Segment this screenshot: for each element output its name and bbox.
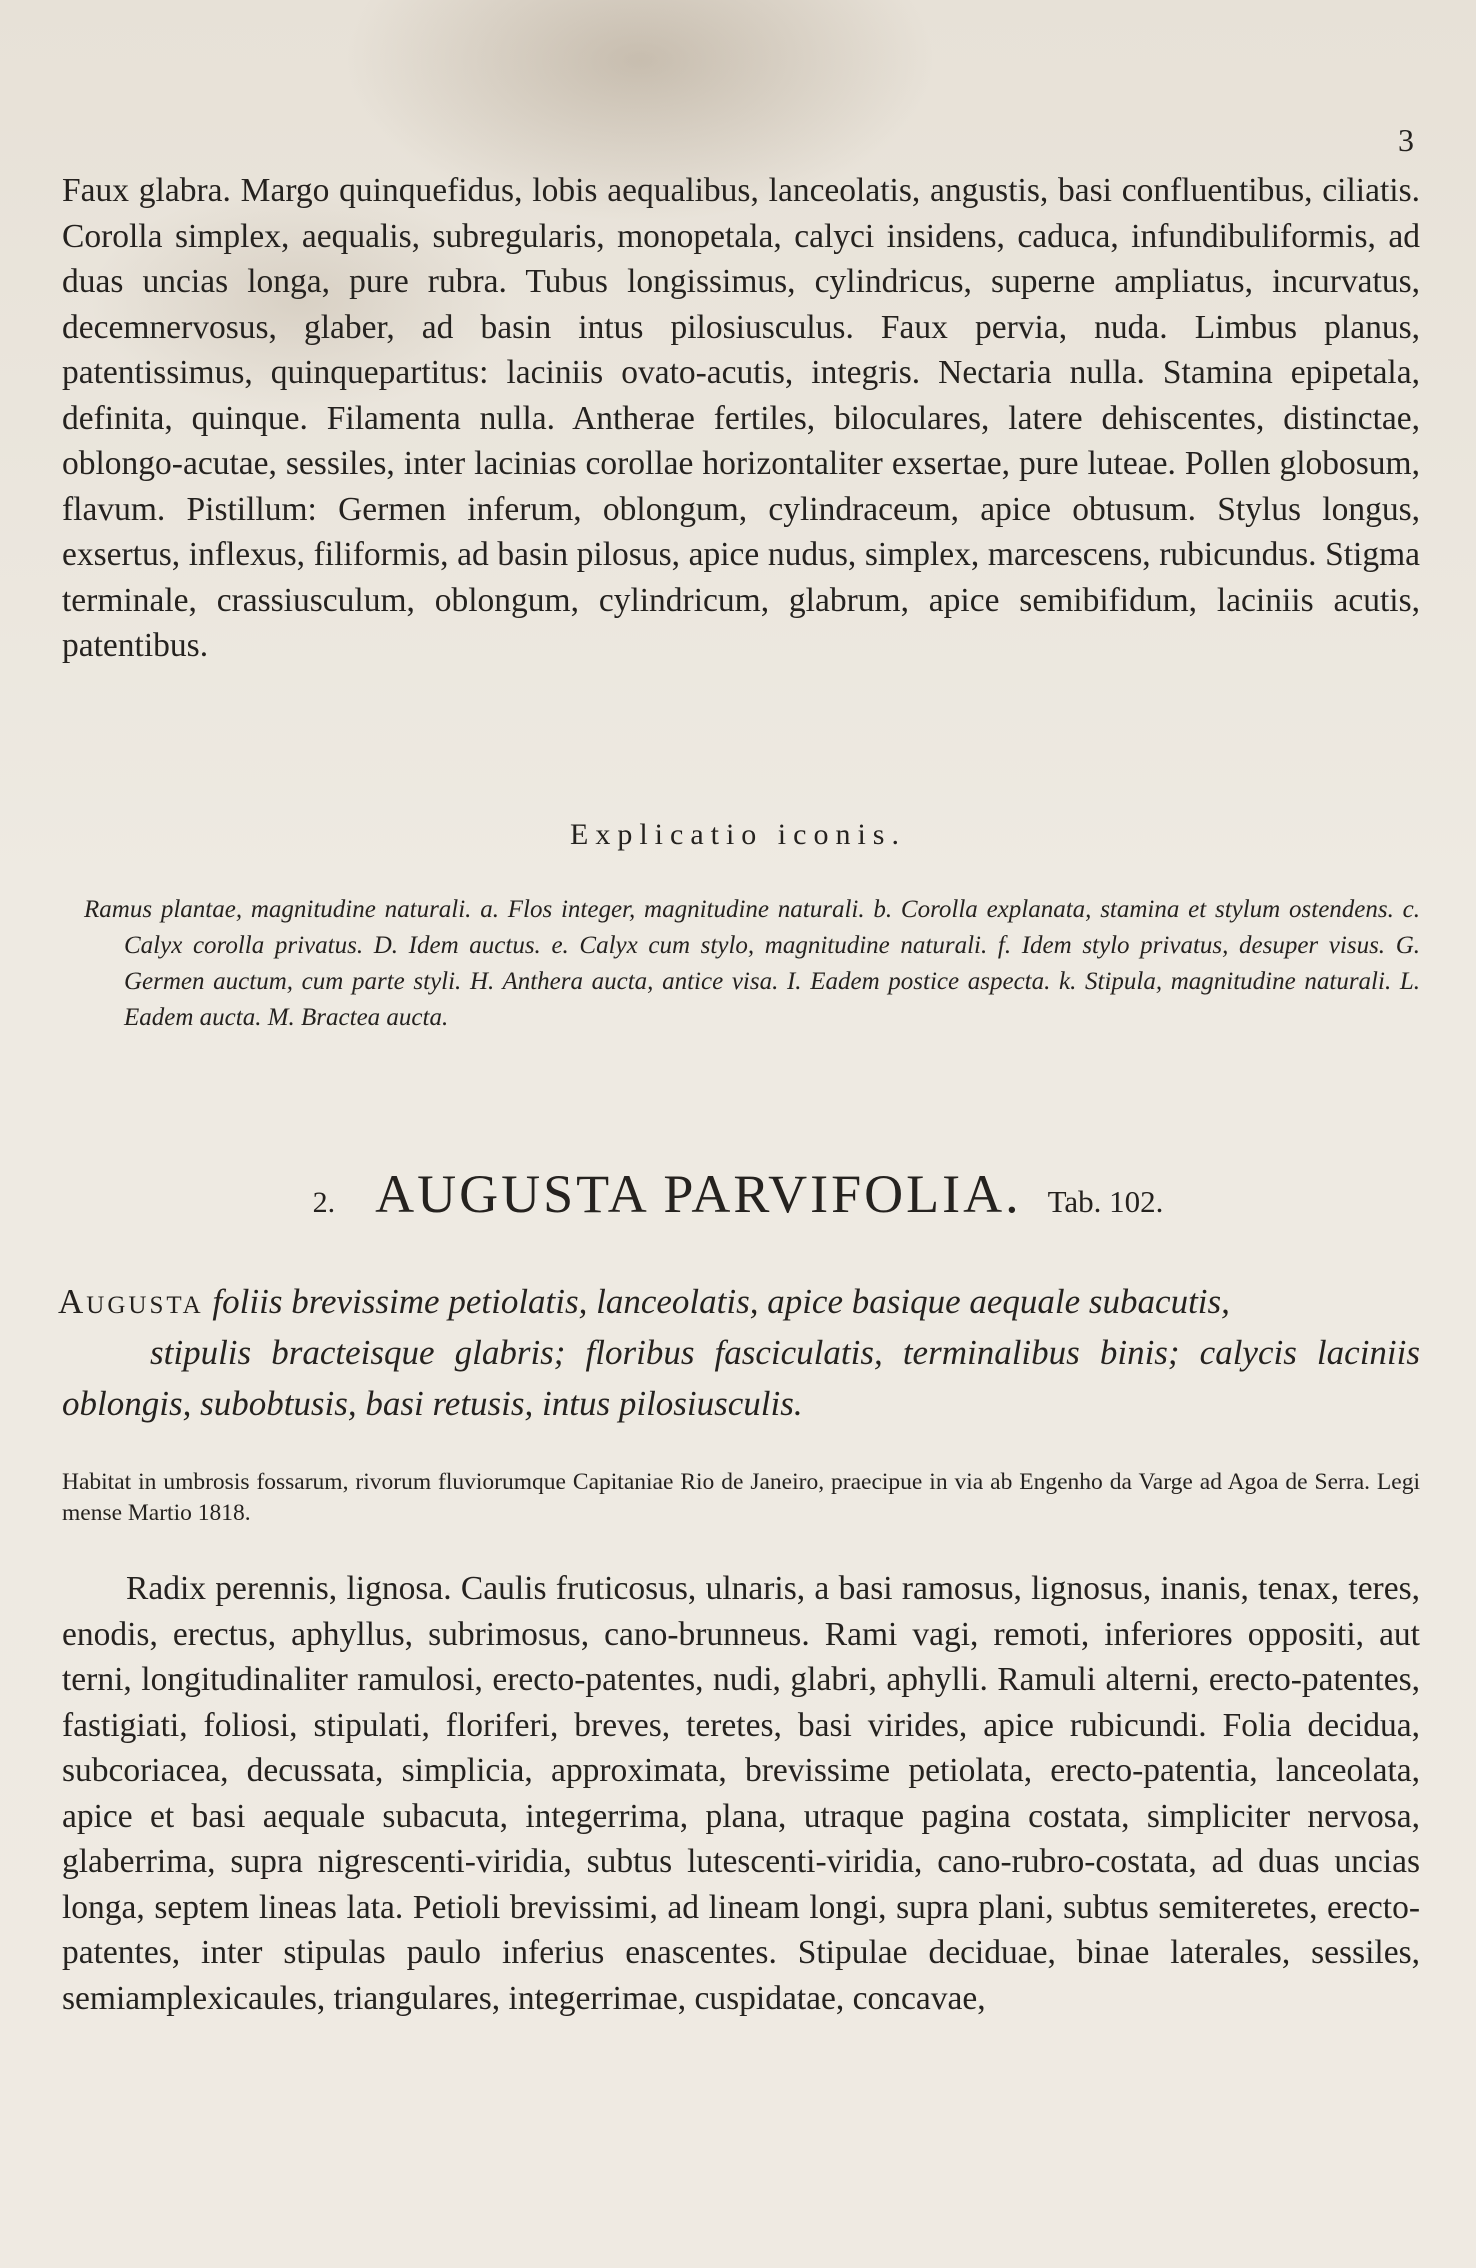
description-paragraph-2: Radix perennis, lignosa. Caulis fruticosus, ulnaris, a basi ramosus, lignosus, inanis, tenax, teres, enodis, erectus, aphyllus, subrimosus, cano-brunneus. Rami vagi, remoti, inferiores oppositi, aut terni, longitudinaliter ramulosi, erecto-patentes, nudi, glabri, aphylli. Ramuli alterni, erecto-patentes, fastigiati, foliosi, stipulati, floriferi, breves, teretes, basi virides, apice rubicundi. Folia decidua, subcoriacea, decussata, simplicia, approximata, brevissime petiolata, erecto-patentia, lanceolata, apice et basi aequale subacuta, integerrima, plana, utraque pagina costata, simpliciter nervosa, glaberrima, supra nigrescenti-viridia, subtus lutescenti-viridia, cano-rubro-costata, ad duas uncias longa, septem lineas lata. Petioli brevissimi, ad lineam longi, supra plani, subtus semiteretes, erecto-patentes, inter stipulas paulo inferius enascentes. Stipulae deciduae, binae laterales, sessiles, semiamplexicaules, triangulares, integerrimae, cuspidatae, concavae, <box>62 1570 1420 2017</box>
species-diagnosis <box>58 1276 1420 1429</box>
diagnosis-line-1: foliis brevissime petiolatis, lanceolatis, apice basique aequale subacutis, <box>212 1282 1230 1321</box>
diagnosis-genus: Augusta <box>58 1282 204 1321</box>
species-title <box>0 1163 1476 1225</box>
species-number: 2. <box>312 1186 336 1219</box>
plate-reference: Tab. 102. <box>1047 1184 1164 1219</box>
figure-caption: Ramus plantae, magnitudine naturali. a. Flos integer, magnitudine naturali. b. Corolla explanata, stamina et stylum ostendens. c. Calyx corolla privatus. D. Idem auctus. e. Calyx cum stylo, magnitudine naturali. f. Idem stylo privatus, desuper visus. G. Germen auctum, cum parte styli. H. Anthera aucta, antice visa. I. Eadem postice aspecta. k. Stipula, magnitudine naturali. L. Eadem aucta. M. Bractea aucta. <box>84 896 1420 1031</box>
description-paragraph-1: Faux glabra. Margo quinquefidus, lobis aequalibus, lanceolatis, angustis, basi confluentibus, ciliatis. Corolla simplex, aequalis, subregularis, monopetala, calyci insidens, caduca, infundibuliformis, ad duas uncias longa, pure rubra. Tubus longissimus, cylindricus, superne ampliatus, incurvatus, decemnervosus, glaber, ad basin intus pilosiusculus. Faux pervia, nuda. Limbus planus, patentissimus, quinquepartitus: laciniis ovato-acutis, integris. Nectaria nulla. Stamina epipetala, definita, quinque. Filamenta nulla. Antherae fertiles, biloculares, latere dehiscentes, distinctae, oblongo-acutae, sessiles, inter lacinias corollae horizontaliter exsertae, pure luteae. Pollen globosum, flavum. Pistillum: Germen inferum, oblongum, cylindraceum, apice obtusum. Stylus longus, exsertus, inflexus, filiformis, ad basin pilosus, apice nudus, simplex, marcescens, rubicundus. Stigma terminale, crassiusculum, oblongum, cylindricum, glabrum, apice semibifidum, laciniis acutis, patentibus. <box>62 172 1420 664</box>
diagnosis-continuation: stipulis bracteisque glabris; floribus fasciculatis, terminalibus binis; calycis laciniis oblongis, subobtusis, basi retusis, intus pilosiusculis. <box>62 1333 1420 1423</box>
explicatio-heading: Explicatio iconis. <box>570 818 906 851</box>
habitat-note: Habitat in umbrosis fossarum, rivorum fluviorumque Capitaniae Rio de Janeiro, praecipue in via ab Engenho da Varge ad Agoa de Serra. Legi mense Martio 1818. <box>62 1469 1420 1526</box>
page-number: 3 <box>1398 122 1414 158</box>
species-name: AUGUSTA PARVIFOLIA. <box>375 1164 1022 1224</box>
